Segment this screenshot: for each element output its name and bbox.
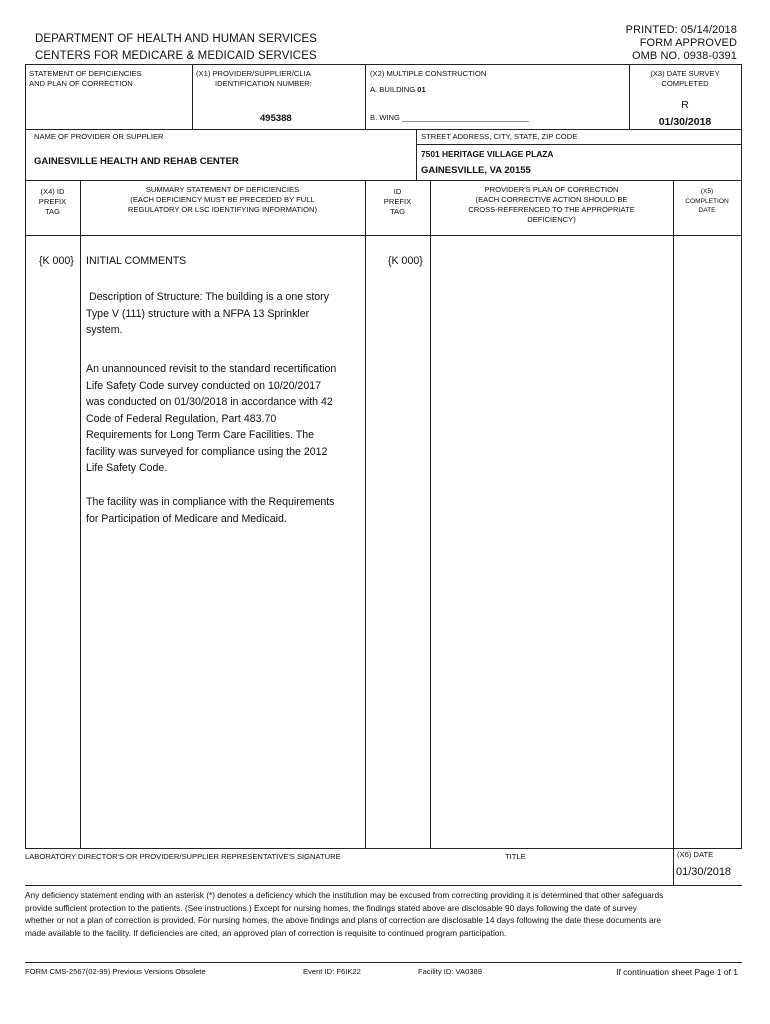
rule-col-summary <box>365 180 366 848</box>
signature-date: 01/30/2018 <box>676 866 732 878</box>
survey-r-mark: R <box>681 99 689 111</box>
survey-completed-date: 01/30/2018 <box>658 116 712 128</box>
footnote: Any deficiency statement ending with an asterisk (*) denotes a deficiency which the institution may be excused from correcting providing it is determined that other safeguards provide sufficient protection to the patients. (See instructions.) Except for nursing homes, the findings stated above are disclosable 90 days following the date of survey whether or not a plan of correction is provided. For nursing homes, the above findings and plans of correction are disclosable 14 days following the date these documents are made available to the facility. If deficiencies are cited, an approved plan of correction is requisite to continued program participation. <box>25 890 664 938</box>
rule-col-id <box>430 180 431 848</box>
date-label: (X6) DATE <box>677 850 714 859</box>
x5-header: (X5) COMPLETION DATE <box>685 188 729 214</box>
rule-signature-bottom <box>25 885 742 886</box>
x4-header: (X4) ID PREFIX TAG <box>38 187 67 216</box>
rule-footer-top <box>25 962 742 963</box>
id-header: ID PREFIX TAG <box>383 187 412 216</box>
provider-name-label: NAME OF PROVIDER OR SUPPLIER <box>34 132 164 141</box>
rule-address-label <box>416 144 741 145</box>
rule-provider-top <box>25 129 742 130</box>
facility-id: Facility ID: VA0389 <box>418 967 483 976</box>
omb-number: OMB NO. 0938-0391 <box>631 50 737 62</box>
x2-label: (X2) MULTIPLE CONSTRUCTION <box>370 69 487 78</box>
rule-col-plan <box>673 180 674 848</box>
x3-label: (X3) DATE SURVEY COMPLETED <box>650 69 720 88</box>
x1-label: (X1) PROVIDER/SUPPLIER/CLIA IDENTIFICATION NUMBER: <box>196 69 312 88</box>
address-label: STREET ADDRESS, CITY, STATE, ZIP CODE <box>421 132 578 141</box>
printed-date: PRINTED: 05/14/2018 <box>625 24 737 36</box>
form-approved: FORM APPROVED <box>639 37 737 49</box>
form-id: FORM CMS-2567(02-99) Previous Versions Obsolete <box>25 967 206 976</box>
rule-col-prefix <box>80 180 81 848</box>
rule-x1-left <box>192 64 193 129</box>
rule-top <box>25 64 742 65</box>
rule-address-left <box>416 129 417 180</box>
wing-field: B. WING ______________________________ <box>370 113 529 122</box>
provider-name: GAINESVILLE HEALTH AND REHAB CENTER <box>34 156 239 167</box>
address-line-1: 7501 HERITAGE VILLAGE PLAZA <box>421 149 554 159</box>
continuation-sheet: If continuation sheet Page 1 of 1 <box>616 967 738 977</box>
rule-columns-top <box>25 180 742 181</box>
agency-line-2: CENTERS FOR MEDICARE & MEDICAID SERVICES <box>35 50 317 62</box>
rule-right <box>741 64 742 848</box>
plan-header: PROVIDER'S PLAN OF CORRECTION (EACH CORRECTIVE ACTION SHOULD BE CROSS-REFERENCED TO THE APPROPRIATE DEFICIENCY) <box>468 185 635 224</box>
rule-x2-left <box>365 64 366 129</box>
provider-id-number: 495388 <box>260 113 292 124</box>
paragraph-compliance: The facility was in compliance with the Requirements for Participation of Medicare and Medicaid. <box>86 496 335 525</box>
agency-line-1: DEPARTMENT OF HEALTH AND HUMAN SERVICES <box>35 33 318 45</box>
entry-title: INITIAL COMMENTS <box>86 255 187 267</box>
signature-label: LABORATORY DIRECTOR'S OR PROVIDER/SUPPLIER REPRESENTATIVE'S SIGNATURE <box>25 852 341 861</box>
event-id: Event ID: F6IK22 <box>303 967 361 976</box>
paragraph-survey: An unannounced revisit to the standard recertification Life Safety Code survey conducted on 10/20/2017 was conducted on 01/30/2018 in accordance with 42 Code of Federal Regulation, Part 483.70 Requirements for Long Term Care Facilities. The facility was surveyed for compliance using the 2012 Life Safety Code. <box>86 363 337 474</box>
address-line-2: GAINESVILLE, VA 20155 <box>421 165 531 176</box>
summary-header: SUMMARY STATEMENT OF DEFICIENCIES (EACH DEFICIENCY MUST BE PRECEDED BY FULL REGULATORY OR LSC IDENTIFYING INFORMATION) <box>127 185 318 214</box>
building-field: A. BUILDING 01 <box>370 85 426 94</box>
rule-left <box>25 64 26 848</box>
paragraph-structure: Description of Structure: The building is a one story Type V (111) structure with a NFPA 13 Sprinkler system. <box>86 291 332 336</box>
title-label: TITLE <box>505 852 526 861</box>
statement-label: STATEMENT OF DEFICIENCIES AND PLAN OF CORRECTION <box>29 69 142 88</box>
rule-signature-date <box>673 848 674 885</box>
tag-right: {K 000} <box>388 255 423 267</box>
rule-signature-top <box>25 848 742 849</box>
rule-body-top <box>25 235 742 236</box>
tag-left: {K 000} <box>39 255 74 267</box>
